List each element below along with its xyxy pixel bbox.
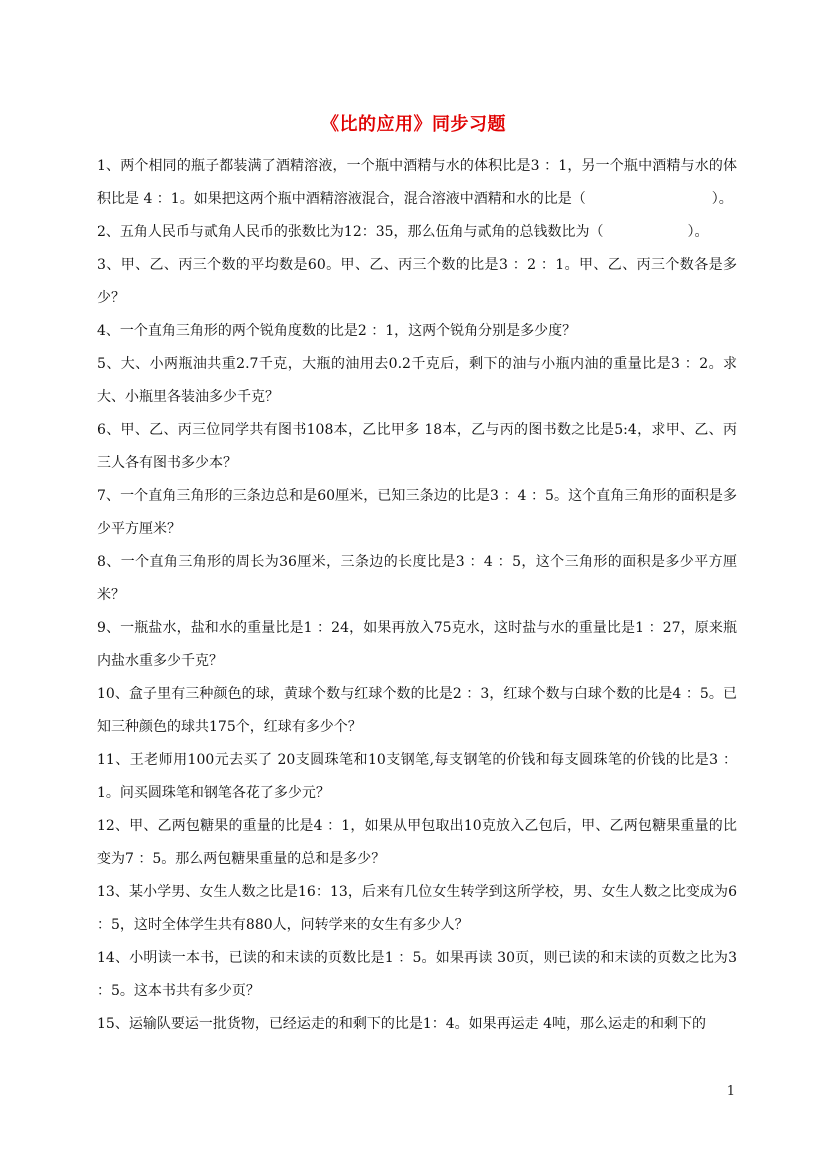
question-8: 8、一个直角三角形的周长为36厘米，三条边的长度比是3 ：4 ：5，这个三角形的面积是多少平方厘米？ [97, 554, 737, 603]
question-13: 13、某小学男、女生人数之比是16：13，后来有几位女生转学到这所学校，男、女生人数之比变成为6 ：5，这时全体学生共有880人，问转学来的女生有多少人？ [97, 884, 737, 933]
page-title: 《比的应用》同步习题 [321, 114, 506, 135]
page-number: 1 [726, 1084, 735, 1099]
question-2: 2、五角人民币与贰角人民币的张数比为12：35，那么伍角与贰角的总钱数比为（ ）。 [97, 224, 709, 240]
question-9: 9、一瓶盐水，盐和水的重量比是1 ：24，如果再放入75克水，这时盐与水的重量比是1 ：27，原来瓶内盐水重多少千克？ [97, 620, 737, 669]
question-15: 15、运输队要运一批货物，已经运走的和剩下的比是1：4。如果再运走 4吨，那么运走的和剩下的 [97, 1016, 706, 1032]
question-7: 7、一个直角三角形的三条边总和是60厘米，已知三条边的比是3 ：4 ：5。这个直角三角形的面积是多少平方厘米？ [97, 488, 737, 537]
question-list [97, 150, 737, 1041]
question-6: 6、甲、乙、丙三位同学共有图书108本，乙比甲多 18本，乙与丙的图书数之比是5:4，求甲、乙、丙三人各有图书多少本？ [97, 422, 737, 471]
question-14: 14、小明读一本书，已读的和末读的页数比是1 ：5。如果再读 30页，则已读的和末读的页数之比为3 ：5。这本书共有多少页？ [97, 950, 737, 999]
question-12: 12、甲、乙两包糖果的重量的比是4 ：1，如果从甲包取出10克放入乙包后，甲、乙两包糖果重量的比变为7 ：5。那么两包糖果重量的总和是多少？ [97, 818, 737, 867]
question-10: 10、盒子里有三种颜色的球，黄球个数与红球个数的比是2 ：3，红球个数与白球个数的比是4 ：5。已知三种颜色的球共175个，红球有多少个？ [97, 686, 737, 735]
question-1: 1、两个相同的瓶子都装满了酒精溶液，一个瓶中酒精与水的体积比是3 ：1，另一个瓶中酒精与水的体积比是 4 ：1。如果把这两个瓶中酒精溶液混合，混合溶液中酒精和水的比是（ ）。 [97, 158, 737, 207]
question-5: 5、大、小两瓶油共重2.7千克，大瓶的油用去0.2千克后，剩下的油与小瓶内油的重量比是3 ：2。求大、小瓶里各装油多少千克？ [97, 356, 737, 405]
question-3: 3、甲、乙、丙三个数的平均数是60。甲、乙、丙三个数的比是3 ：2 ：1。甲、乙、丙三个数各是多少？ [97, 257, 737, 306]
question-11: 11、王老师用100元去买了 20支圆珠笔和10支钢笔,每支钢笔的价钱和每支圆珠笔的价钱的比是3 ：1。问买圆珠笔和钢笔各花了多少元？ [97, 752, 737, 801]
question-4: 4、一个直角三角形的两个锐角度数的比是2 ：1，这两个锐角分别是多少度？ [97, 323, 577, 339]
